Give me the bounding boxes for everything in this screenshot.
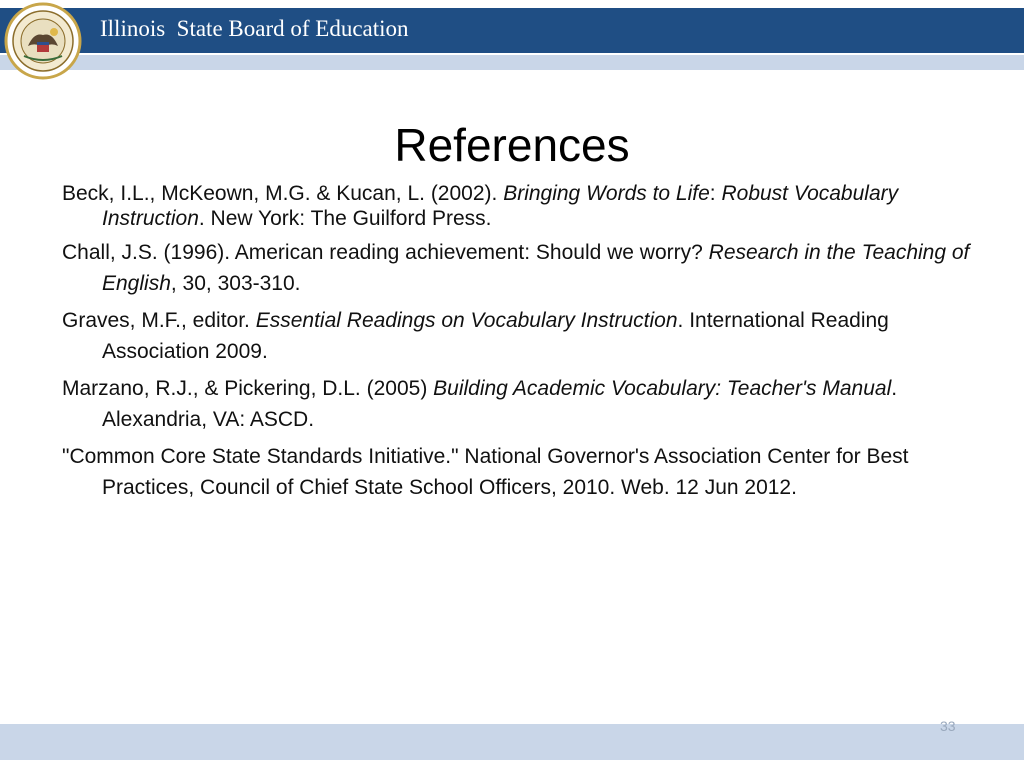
reference-title: Bringing Words to Life [503,182,710,205]
reference-text: "Common Core State Standards Initiative." National Governor's Association Center for Best Practices, Council of Chief State School Officers, 2010. Web. 12 Jun 2012. [62,445,909,499]
footer-band [0,724,1024,760]
reference-text: . Alexandria, VA: ASCD. [102,377,898,431]
reference-item [62,237,982,299]
reference-text: Marzano, R.J., & Pickering, D.L. (2005) [62,377,434,400]
slide-title: References [394,119,630,171]
reference-text: : [709,182,722,205]
reference-title: Essential Readings on Vocabulary Instruction [255,309,678,332]
reference-item [62,181,982,231]
reference-text: . International Reading Association 2009. [102,309,889,363]
reference-text: Beck, I.L., McKeown, M.G. & Kucan, L. (2002). [62,182,504,205]
reference-title: Research in the Teaching of English [102,241,970,295]
header-stripe [0,55,1024,70]
reference-title: Building Academic Vocabulary: Teacher's Manual [433,377,892,400]
state-seal-icon [4,2,82,80]
reference-text: Graves, M.F., editor. [62,309,256,332]
reference-text: , 30, 303-310. [170,272,301,295]
page-number: 33 [940,718,956,734]
reference-item [62,305,982,367]
reference-item [62,373,982,435]
reference-title: Robust Vocabulary Instruction [102,182,899,230]
reference-text: Chall, J.S. (1996). American reading achievement: Should we worry? [62,241,709,264]
org-name: Illinois State Board of Education [100,16,409,41]
reference-text: . New York: The Guilford Press. [198,207,492,230]
reference-list [62,181,982,509]
reference-item [62,441,982,503]
